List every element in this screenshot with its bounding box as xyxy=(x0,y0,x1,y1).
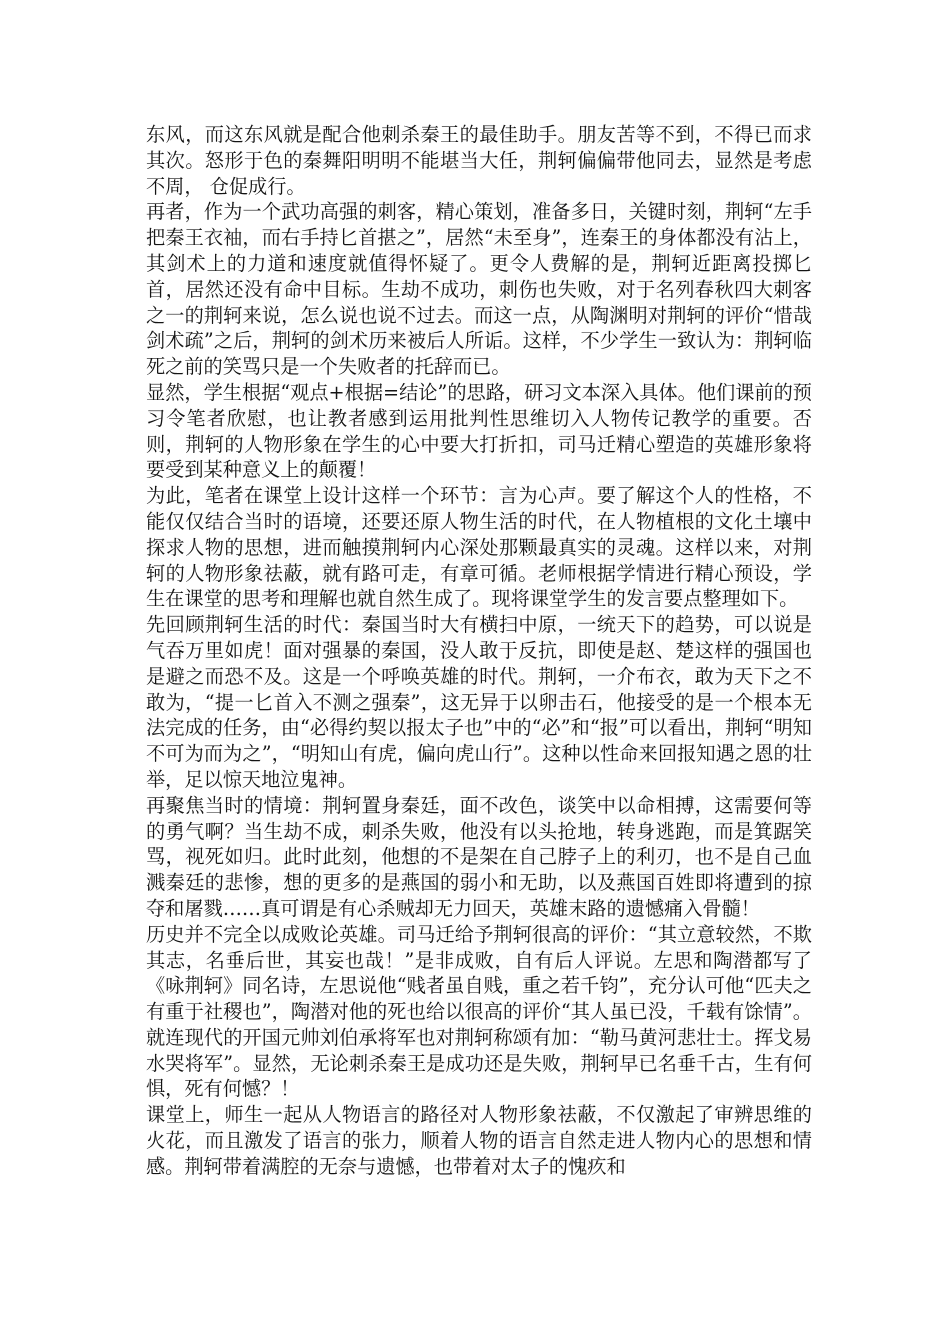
paragraph-1: 东风，而这东风就是配合他刺杀秦王的最佳助手。朋友苦等不到，不得已而求其次。怒形于色的秦舞阳明明不能堪当大任，荆轲偏偏带他同去，显然是考虑不周， 仓促成行。 xyxy=(146,123,812,198)
paragraph-2: 再者，作为一个武功高强的刺客，精心策划，准备多日，关键时刻，荆轲“左手把秦王衣袖，而右手持匕首揕之”，居然“未至身”，连秦王的身体都没有沾上，其剑术上的力道和速度就值得怀疑了。更令人费解的是，荆轲近距离投掷匕首，居然还没有命中目标。生劫不成功，刺伤也失败，对于名列春秋四大刺客之一的荆轲来说，怎么说也说不过去。而这一点，从陶渊明对荆轲的评价“惜哉剑术疏”之后，荆轲的剑术历来被后人所诟。这样，不少学生一致认为：荆轲临死之前的笑骂只是一个失败者的托辞而已。 xyxy=(146,200,812,379)
paragraph-6: 再聚焦当时的情境：荆轲置身秦廷，面不改色，谈笑中以命相搏，这需要何等的勇气啊？当生劫不成，刺杀失败，他没有以头抢地，转身逃跑，而是箕踞笑骂，视死如归。此时此刻，他想的不是架在自己脖子上的利刃，也不是自己血溅秦廷的悲惨，想的更多的是燕国的弱小和无助，以及燕国百姓即将遭到的掠夺和屠戮……真可谓是有心杀贼却无力回天，英雄末路的遗憾痛入骨髓！ xyxy=(146,793,812,920)
paragraph-7: 历史并不完全以成败论英雄。司马迁给予荆轲很高的评价：“其立意较然，不欺其志，名垂后世，其妄也哉！”是非成败，自有后人评说。左思和陶潜都写了《咏荆轲》同名诗，左思说他“贱者虽自贱，重之若千钧”，充分认可他“匹夫之有重于社稷也”，陶潜对他的死也给以很高的评价“其人虽已没，千载有馀情”。就连现代的开国元帅刘伯承将军也对荆轲称颂有加：“勒马黄河悲壮士。挥戈易水哭将军”。显然，无论刺杀秦王是成功还是失败，荆轲早已名垂千古，生有何惧，死有何憾？！ xyxy=(146,922,812,1101)
document-page xyxy=(146,122,812,1180)
paragraph-5: 先回顾荆轲生活的时代：秦国当时大有横扫中原，一统天下的趋势，可以说是气吞万里如虎！面对强暴的秦国，没人敢于反抗，即使是赵、楚这样的强国也是避之而恐不及。这是一个呼唤英雄的时代。荆轲，一介布衣，敢为天下之不敢为，“提一匕首入不测之强秦”，这无异于以卵击石，他接受的是一个根本无法完成的任务，由“必得约契以报太子也”中的“必”和“报”可以看出，荆轲“明知不可为而为之”，“明知山有虎，偏向虎山行”。这种以性命来回报知遇之恩的壮举，足以惊天地泣鬼神。 xyxy=(146,613,812,791)
paragraph-4: 为此，笔者在课堂上设计这样一个环节：言为心声。要了解这个人的性格，不能仅仅结合当时的语境，还要还原人物生活的时代，在人物植根的文化土壤中探求人物的思想，进而触摸荆轲内心深处那颗最真实的灵魂。这样以来，对荆轲的人物形象祛蔽，就有路可走，有章可循。老师根据学情进行精心预设，学生在课堂的思考和理解也就自然生成了。现将课堂学生的发言要点整理如下。 xyxy=(146,484,812,611)
paragraph-8: 课堂上，师生一起从人物语言的路径对人物形象祛蔽，不仅激起了审辨思维的火花，而且激发了语言的张力，顺着人物的语言自然走进人物内心的思想和情感。荆轲带着满腔的无奈与遗憾，也带着对太子的愧疚和 xyxy=(146,1103,812,1178)
paragraph-3: 显然，学生根据“观点+根据=结论”的思路，研习文本深入具体。他们课前的预习令笔者欣慰，也让教者感到运用批判性思维切入人物传记教学的重要。否则，荆轲的人物形象在学生的心中要大打折扣，司马迁精心塑造的英雄形象将要受到某种意义上的颠覆！ xyxy=(146,380,812,482)
